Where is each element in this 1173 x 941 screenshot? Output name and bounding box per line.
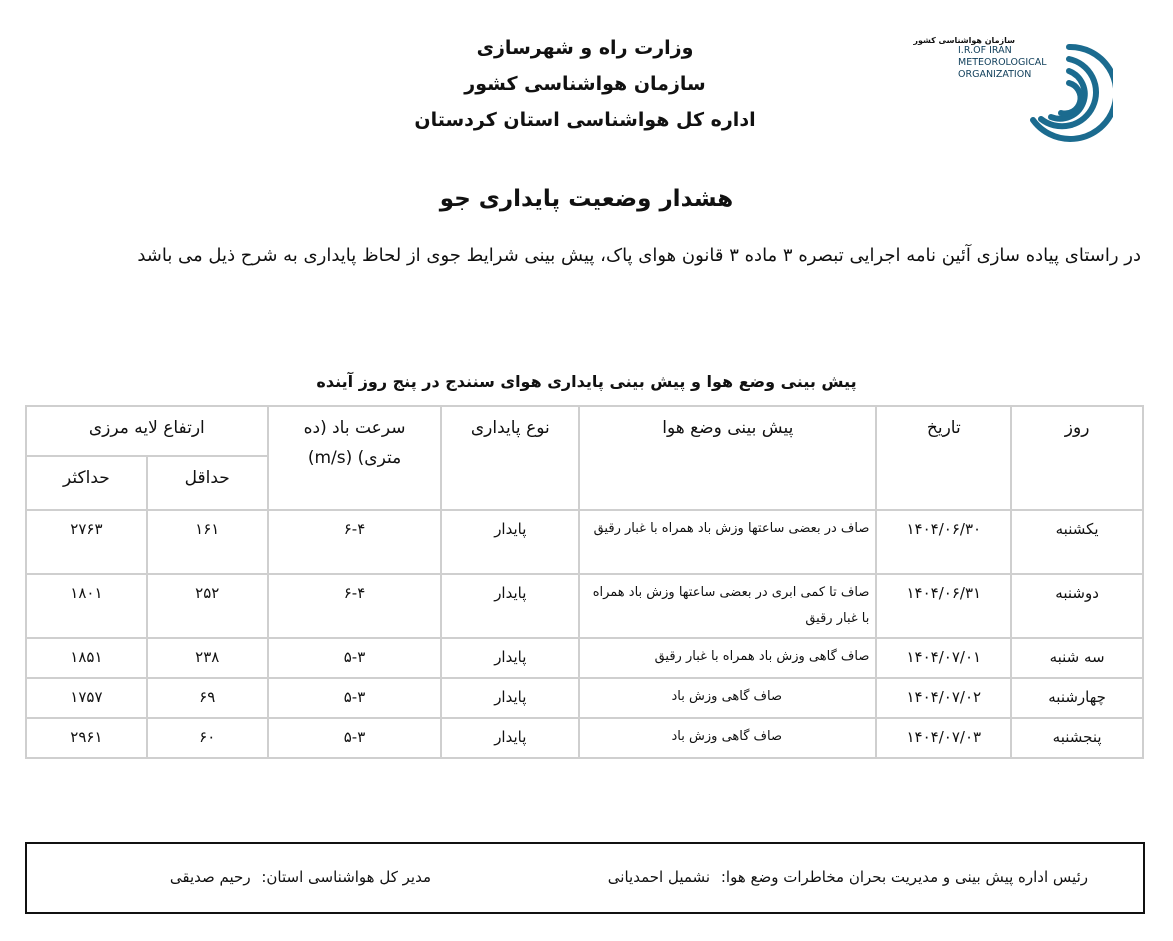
director-role: مدیر کل هواشناسی استان: [261, 868, 431, 886]
table-header-row [26, 406, 1143, 456]
forecast-head-name: نشمیل احمدیانی [607, 868, 711, 886]
office-name: اداره کل هواشناسی استان کردستان [414, 109, 756, 131]
row-stability: پایدار [441, 678, 579, 718]
intro-paragraph: در راستای پیاده سازی آئین نامه اجرایی تبصره ۳ ماده ۳ قانون هوای پاک، پیش بینی شرایط جوی از لحاظ پایداری به شرح ذیل می باشد [137, 245, 1141, 266]
row-weather: صاف تا کمی ابری در بعضی ساعتها وزش باد همراه با غبار رقیق [579, 574, 876, 638]
row-weather: صاف گاهی وزش باد [579, 718, 876, 758]
page-title: هشدار وضعیت پایداری جو [439, 186, 734, 212]
row-wind: ۶-۴ [268, 574, 442, 638]
row-wind: ۶-۴ [268, 510, 442, 574]
row-date: ۱۴۰۴/۰۷/۰۱ [876, 638, 1011, 678]
row-day: یکشنبه [1011, 510, 1143, 574]
row-day: پنجشنبه [1011, 718, 1143, 758]
table-row [26, 678, 1143, 718]
row-stability: پایدار [441, 510, 579, 574]
row-wind: ۵-۳ [268, 678, 442, 718]
table-caption: پیش بینی وضع هوا و پیش بینی پایداری هوای سنندج در پنج روز آینده [316, 372, 857, 391]
table-row [26, 510, 1143, 574]
row-stability: پایدار [441, 718, 579, 758]
logo-line-2: METEOROLOGICAL [958, 57, 1047, 68]
row-date: ۱۴۰۴/۰۷/۰۲ [876, 678, 1011, 718]
row-max: ۲۷۶۳ [26, 510, 147, 574]
header-stability: نوع پایداری [441, 406, 579, 510]
row-min: ۲۳۸ [147, 638, 268, 678]
logo-line-3: ORGANIZATION [958, 69, 1032, 80]
logo-persian-text: سازمان هواشناسی کشور [913, 36, 1015, 45]
row-min: ۲۵۲ [147, 574, 268, 638]
row-max: ۱۷۵۷ [26, 678, 147, 718]
signature-box [25, 842, 1145, 914]
header-boundary-layer: ارتفاع لایه مرزی [26, 406, 268, 456]
row-weather: صاف گاهی وزش باد همراه با غبار رقیق [579, 638, 876, 678]
header-day: روز [1011, 406, 1143, 510]
header-min: حداقل [147, 456, 268, 510]
header-max: حداکثر [26, 456, 147, 510]
header-date: تاریخ [876, 406, 1011, 510]
organization-name: سازمان هواشناسی کشور [464, 73, 706, 95]
row-date: ۱۴۰۴/۰۷/۰۳ [876, 718, 1011, 758]
row-stability: پایدار [441, 638, 579, 678]
row-day: سه شنبه [1011, 638, 1143, 678]
signature-forecast-head [608, 868, 1088, 886]
table-row [26, 718, 1143, 758]
row-wind: ۵-۳ [268, 718, 442, 758]
director-name: رحیم صدیقی [169, 868, 251, 886]
row-date: ۱۴۰۴/۰۶/۳۰ [876, 510, 1011, 574]
row-weather: صاف گاهی وزش باد [579, 678, 876, 718]
row-max: ۱۸۵۱ [26, 638, 147, 678]
row-max: ۲۹۶۱ [26, 718, 147, 758]
row-min: ۶۰ [147, 718, 268, 758]
header-weather: پیش بینی وضع هوا [579, 406, 876, 510]
row-max: ۱۸۰۱ [26, 574, 147, 638]
table-row [26, 574, 1143, 638]
forecast-table [25, 405, 1144, 759]
ministry-name: وزارت راه و شهرسازی [476, 37, 694, 59]
row-wind: ۵-۳ [268, 638, 442, 678]
row-weather: صاف در بعضی ساعتها وزش باد همراه با غبار رقیق [579, 510, 876, 574]
row-min: ۶۹ [147, 678, 268, 718]
meteorological-organization-logo [913, 30, 1120, 155]
row-day: دوشنبه [1011, 574, 1143, 638]
logo-line-1: I.R.OF IRAN [958, 45, 1012, 56]
logo-spiral-icon [1025, 35, 1113, 153]
letterhead [380, 30, 790, 138]
header-wind-speed: سرعت باد (ده متری) (m/s) [268, 406, 442, 510]
row-date: ۱۴۰۴/۰۶/۳۱ [876, 574, 1011, 638]
forecast-head-role: رئیس اداره پیش بینی و مدیریت بحران مخاطرات وضع هوا: [720, 868, 1088, 886]
row-min: ۱۶۱ [147, 510, 268, 574]
table-row [26, 638, 1143, 678]
signature-director [170, 868, 431, 886]
row-day: چهارشنبه [1011, 678, 1143, 718]
row-stability: پایدار [441, 574, 579, 638]
